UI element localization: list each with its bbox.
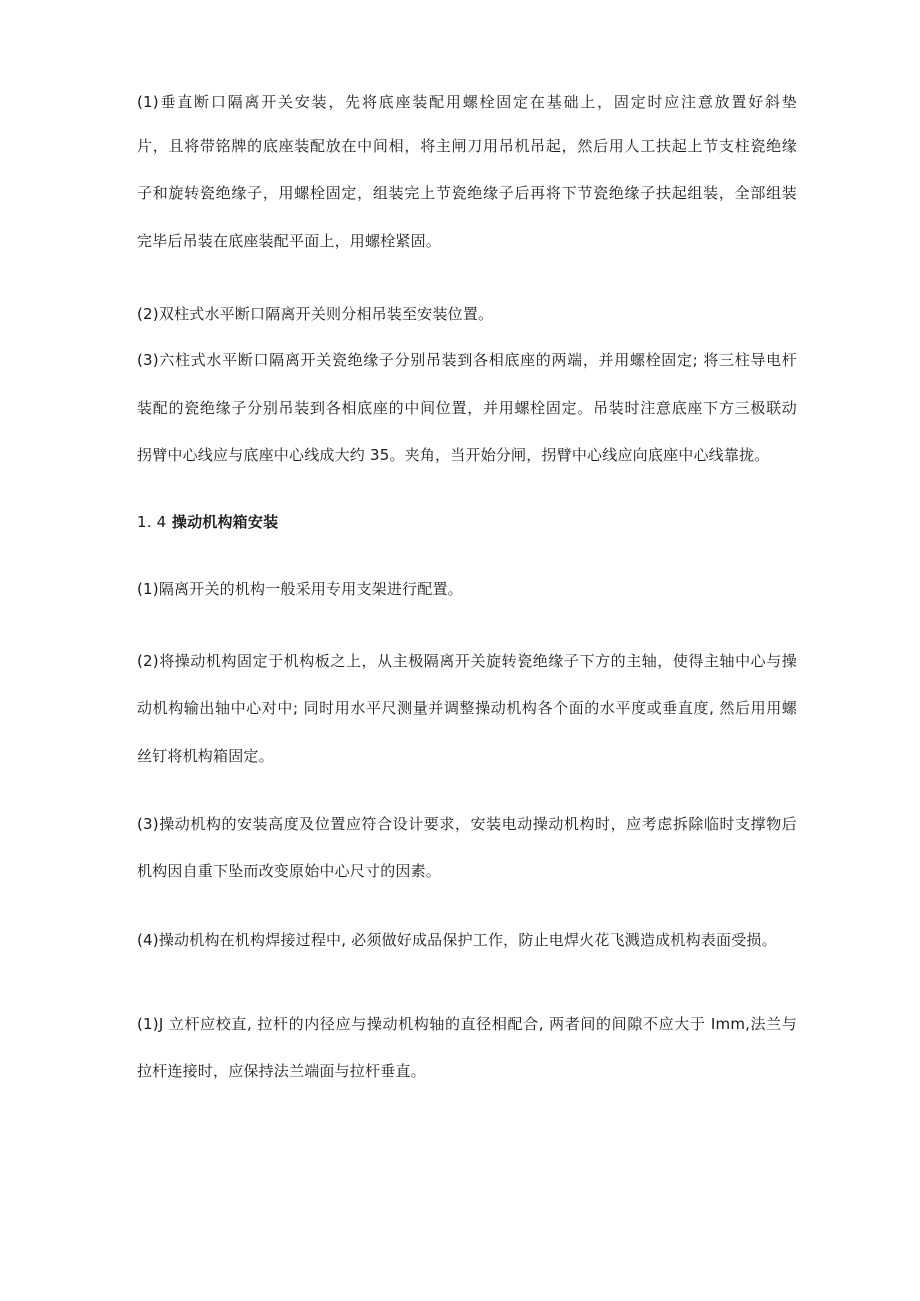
text-line: (1)J 立杆应校直, 拉杆的内径应与操动机构轴的直径相配合, 两者间的间隙不应大于 Imm,法兰与 (137, 1015, 797, 1033)
text-line: (3)操动机构的安装高度及位置应符合设计要求，安装电动操动机构时，应考虑拆除临时支撑物后 (137, 815, 797, 833)
section-title: 操动机构箱安装 (171, 513, 279, 531)
text-line: 动机构输出轴中心对中; 同时用水平尺测量并调整操动机构各个面的水平度或垂直度, 然后用用螺 (137, 699, 797, 717)
text-line: 片，且将带铭牌的底座装配放在中间相，将主闸刀用吊机吊起，然后用人工扶起上节支柱瓷绝缘 (137, 137, 797, 155)
text-line: (2)将操动机构固定于机构板之上，从主极隔离开关旋转瓷绝缘子下方的主轴，使得主轴中心与操 (137, 652, 797, 670)
text-line: 拉杆连接时，应保持法兰端面与拉杆垂直。 (137, 1062, 426, 1080)
section-number: 1. 4 (137, 513, 167, 531)
text-line: (1)垂直断口隔离开关安装，先将底座装配用螺栓固定在基础上，固定时应注意放置好斜垫 (137, 93, 797, 111)
text-line: 完毕后吊装在底座装配平面上，用螺栓紧固。 (137, 232, 442, 250)
text-line: (3)六柱式水平断口隔离开关瓷绝缘子分别吊装到各相底座的两端，并用螺栓固定; 将三柱导电杆 (137, 351, 797, 369)
paragraph-double-column-installation: (2)双柱式水平断口隔离开关则分相吊装至安装位置。 (137, 305, 494, 323)
text-line: 丝钉将机构箱固定。 (137, 747, 274, 765)
paragraph-welding-protection: (4)操动机构在机构焊接过程中, 必须做好成品保护工作，防止电焊火花飞溅造成机构表面受损。 (137, 931, 777, 949)
paragraph-mechanism-bracket: (1)隔离开关的机构一般采用专用支架进行配置。 (137, 580, 463, 598)
section-heading (137, 512, 797, 532)
text-line: 子和旋转瓷绝缘子，用螺栓固定，组装完上节瓷绝缘子后再将下节瓷绝缘子扶起组装，全部组装 (137, 184, 797, 202)
text-line: 拐臂中心线应与底座中心线成大约 35。夹角，当开始分闸，拐臂中心线应向底座中心线靠拢。 (137, 446, 770, 464)
text-line: 机构因自重下坠而改变原始中心尺寸的因素。 (137, 862, 442, 880)
text-line: 装配的瓷绝缘子分别吊装到各相底座的中间位置，并用螺栓固定。吊装时注意底座下方三极联动 (137, 399, 797, 417)
